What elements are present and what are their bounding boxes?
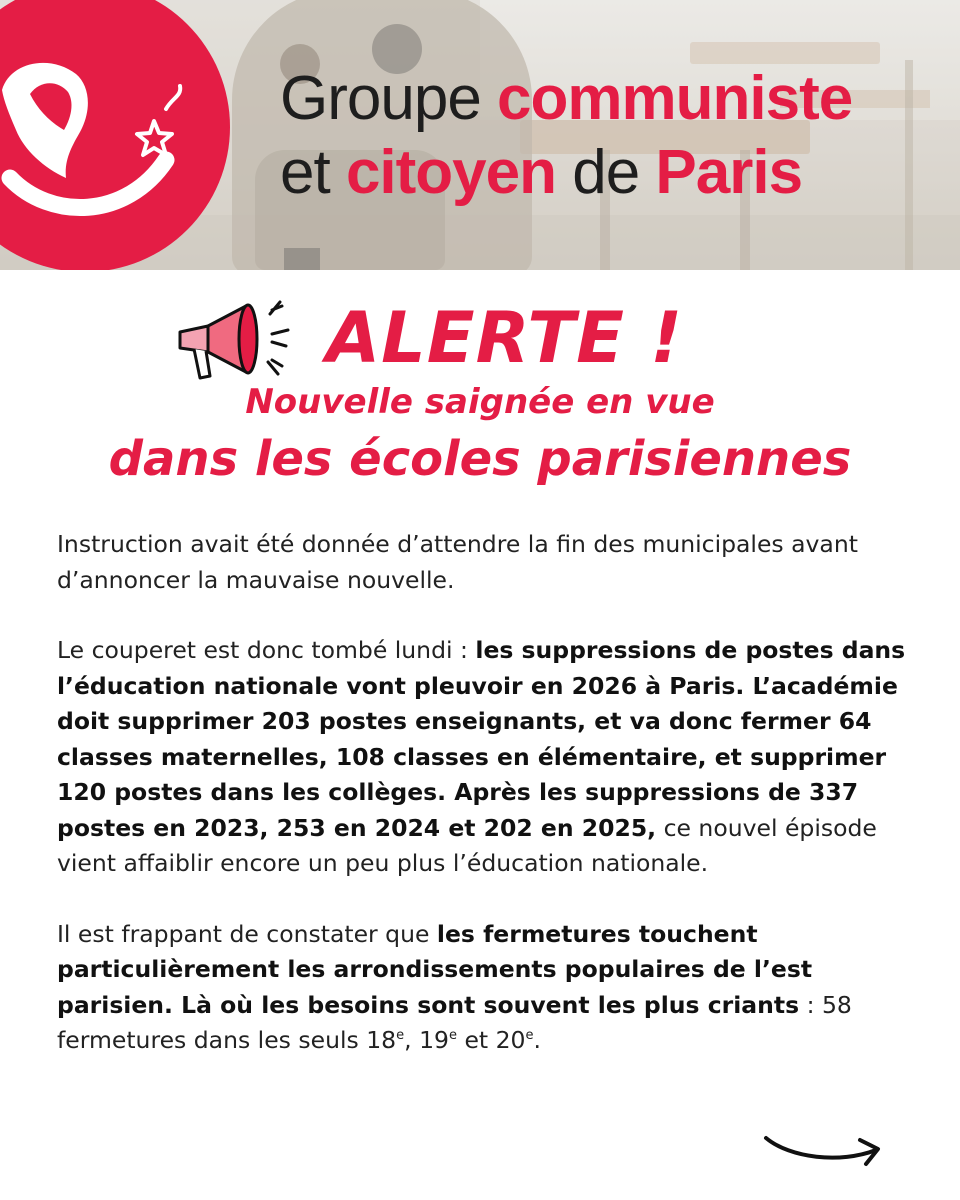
paragraph-emphasis: les fermetures touchent particulièrement les arrondissements populaires de l’est parisien. Là où les besoins sont souvent les plus criants (57, 919, 813, 1019)
megaphone-icon (168, 290, 298, 390)
title-text: et (280, 138, 346, 207)
pcf-logo-icon (0, 0, 230, 270)
alert-heading: ALERTE ! (326, 297, 684, 379)
title-line-1 (280, 62, 940, 136)
title-highlight: Paris (655, 138, 803, 207)
alert-subtitle-1: Nouvelle saignée en vue (245, 382, 715, 422)
paragraph-3 (57, 917, 927, 1059)
paragraph-text: ce nouvel épisode vient affaiblir encore un peu plus l’éducation nationale. (57, 813, 877, 877)
paragraph-text: Il est frappant de constater que (57, 919, 437, 948)
ordinal-suffix: e (525, 1028, 534, 1044)
page-title (280, 62, 940, 210)
header-banner (0, 0, 960, 270)
title-highlight: citoyen (345, 138, 556, 207)
paragraph-text: : 58 fermetures dans les seuls 18 (57, 990, 852, 1054)
paragraph-text: et 20 (456, 1026, 526, 1054)
ordinal-suffix: e (448, 1028, 457, 1044)
paragraph-text: . (533, 1026, 541, 1054)
paragraph-1: Instruction avait été donnée d’attendre la fin des municipales avant d’annoncer la mauvaise nouvelle. (57, 530, 858, 594)
title-line-2 (280, 136, 940, 210)
paragraph-emphasis: les suppressions de postes dans l’éducation nationale vont pleuvoir en 2026 à Paris. L’académie doit supprimer 203 postes enseignants, et va donc fermer 64 classes maternelles, 108 classes en élémentaire, et supprimer 120 postes dans les collèges. Après les suppressions de 337 postes en 2023, 253 en 2024 et 202 en 2025, (57, 636, 906, 842)
article-body (57, 527, 927, 1059)
title-text: Groupe (280, 64, 498, 133)
paragraph-2 (57, 633, 927, 882)
arrow-right-icon[interactable] (760, 1128, 890, 1173)
alert-subtitle-2: dans les écoles parisiennes (108, 431, 852, 487)
title-text: de (556, 138, 656, 207)
paragraph-text: , 19 (404, 1026, 449, 1054)
title-highlight: communiste (497, 64, 853, 133)
paragraph-text: Le couperet est donc tombé lundi : (57, 636, 476, 664)
ordinal-suffix: e (396, 1028, 405, 1044)
